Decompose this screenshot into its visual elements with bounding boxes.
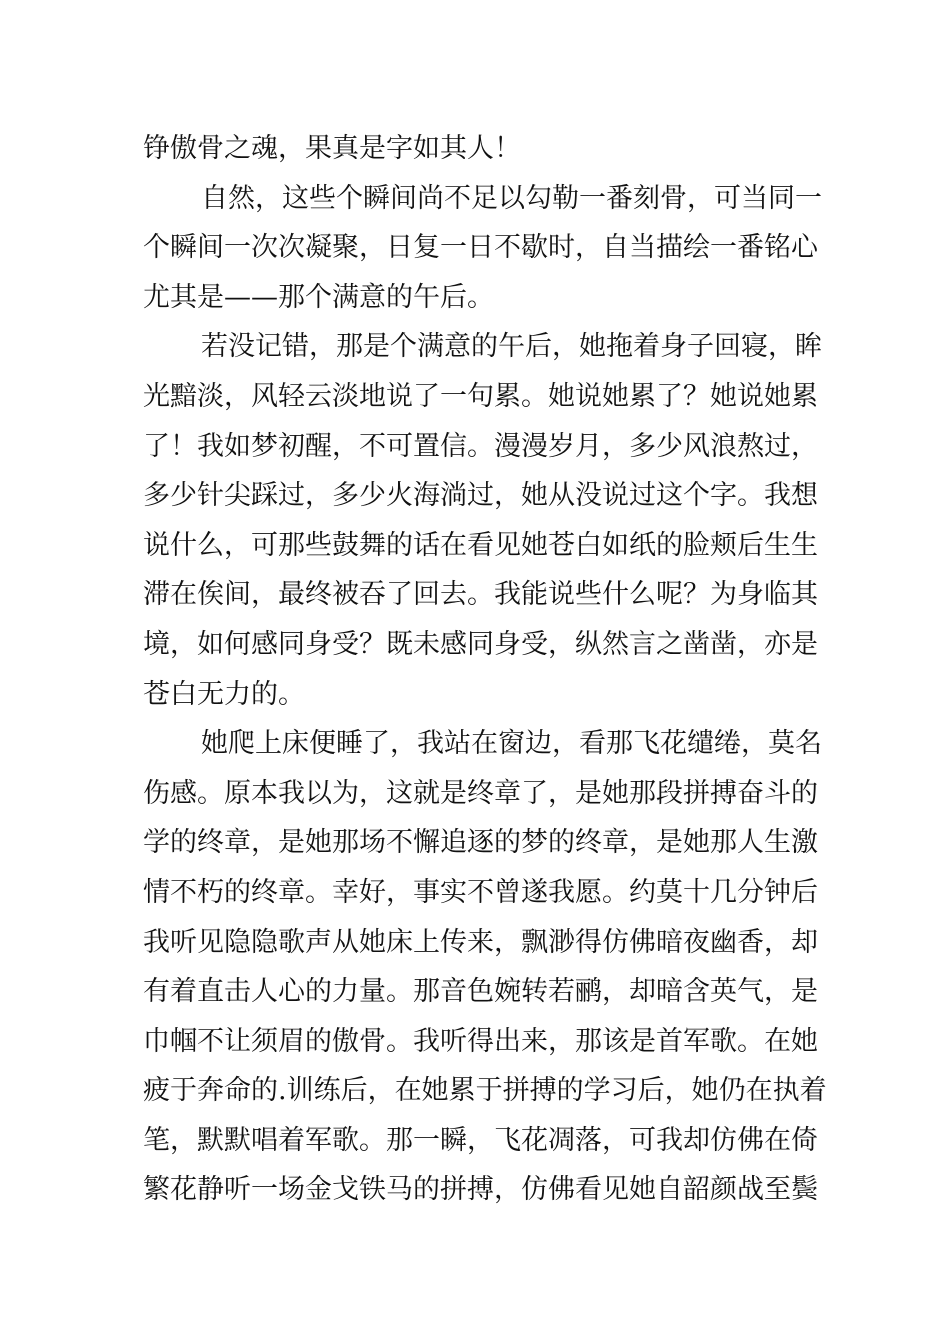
- text-line: 境，如何感同身受？既未感同身受，纵然言之凿凿，亦是: [143, 628, 818, 660]
- text-line: 尤其是——那个满意的午后。: [143, 281, 494, 313]
- document-body: [143, 124, 827, 1215]
- paragraph-first-line: 自然，这些个瞬间尚不足以勾勒一番刻骨，可当同一: [201, 182, 822, 214]
- text-line: 我听见隐隐歌声从她床上传来，飘渺得仿佛暗夜幽香，却: [143, 926, 818, 958]
- text-line: 学的终章，是她那场不懈追逐的梦的终章，是她那人生激: [143, 827, 818, 859]
- paragraph-first-line: 她爬上床便睡了，我站在窗边，看那飞花缱绻，莫名: [201, 728, 822, 760]
- text-line: 情不朽的终章。幸好，事实不曾遂我愿。约莫十几分钟后: [143, 876, 818, 908]
- text-line: 疲于奔命的.训练后，在她累于拼搏的学习后，她仍在执着: [143, 1075, 827, 1107]
- text-line: 个瞬间一次次凝聚，日复一日不歇时，自当描绘一番铭心: [143, 232, 818, 264]
- text-line: 有着直击人心的力量。那音色婉转若鹂，却暗含英气，是: [143, 976, 818, 1008]
- text-line: 多少针尖踩过，多少火海淌过，她从没说过这个字。我想: [143, 480, 818, 512]
- text-line: 繁花静听一场金戈铁马的拼搏，仿佛看见她自韶颜战至鬓: [143, 1174, 818, 1206]
- text-line: 笔，默默唱着军歌。那一瞬，飞花凋落，可我却仿佛在倚: [143, 1124, 818, 1156]
- text-line: 光黯淡，风轻云淡地说了一句累。她说她累了？她说她累: [143, 380, 818, 412]
- text-line: 巾帼不让须眉的傲骨。我听得出来，那该是首军歌。在她: [143, 1025, 818, 1057]
- text-line: 苍白无力的。: [143, 678, 305, 710]
- text-line: 了！我如梦初醒，不可置信。漫漫岁月，多少风浪熬过，: [143, 430, 818, 462]
- text-line: 铮傲骨之魂，果真是字如其人！: [143, 133, 521, 164]
- text-line: 伤感。原本我以为，这就是终章了，是她那段拼搏奋斗的: [143, 777, 818, 809]
- text-line: 滞在俟间，最终被吞了回去。我能说些什么呢？为身临其: [143, 579, 818, 611]
- paragraph-first-line: 若没记错，那是个满意的午后，她拖着身子回寝，眸: [201, 331, 822, 363]
- text-line: 说什么，可那些鼓舞的话在看见她苍白如纸的脸颊后生生: [143, 529, 818, 561]
